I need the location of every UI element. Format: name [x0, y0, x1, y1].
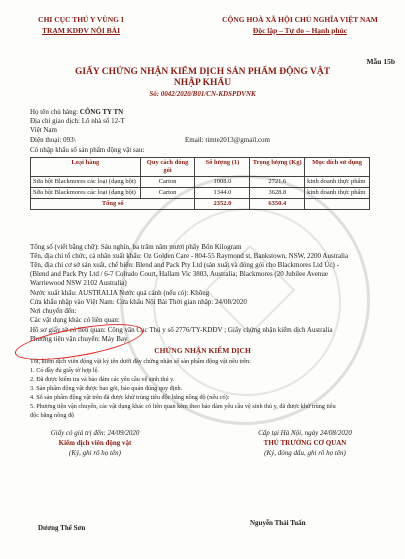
form-number: Mẫu 15b	[366, 57, 395, 66]
table-total-row	[31, 199, 370, 210]
cert-item: 2. Đã được kiểm tra và bảo đảm các yêu cầu vệ sinh thú y.	[30, 376, 175, 383]
owner-label: Họ tên chủ hàng:	[30, 108, 79, 116]
document-title: GIẤY CHỨNG NHẬN KIỂM DỊCH SẢN PHẨM ĐỘNG VẬT	[74, 67, 331, 77]
cell-weight: 3628.8	[250, 188, 305, 199]
cert-item: 5. Phương tiện vận chuyển, các vật dụng khác có liên quan kèm theo bảo đảm yêu cầu vệ sinh thú y, đã được khử trùng tiêu	[30, 403, 336, 410]
cert-intro: Tôi, kiểm dịch viên động vật ký tên dưới đây chứng nhận số sản phẩm động vật nêu trên:	[30, 358, 251, 365]
owner-line	[30, 108, 123, 117]
phone-line	[30, 136, 76, 145]
total-quantity: 2352.0	[195, 199, 250, 210]
national-line1: CỘNG HOÀ XÃ HỘI CHỦ NGHĨA VIỆT NAM	[222, 15, 378, 24]
cert-item: 4. Số sản phẩm động vật trên đã được khử trùng tiêu độc bằng nồng độ (nếu có):	[30, 394, 230, 401]
col-quantity: Số lượng (1)	[195, 158, 250, 177]
address-label: Địa chỉ giao dịch:	[30, 117, 80, 125]
cell-packing: Carton	[140, 177, 195, 188]
cell-weight: 2721.6	[250, 177, 305, 188]
email-line	[185, 136, 270, 145]
phone-label: Điện thoại:	[30, 136, 62, 144]
transport-line: Phương tiện vận chuyển: Máy Bay	[30, 335, 128, 343]
cell-packing: Carton	[140, 188, 195, 199]
head-role: THỦ TRƯỞNG CƠ QUAN	[263, 439, 347, 447]
country-line: Việt Nam	[30, 126, 57, 134]
table-header-row	[31, 158, 370, 177]
head-note: (Ký, đóng dấu, ghi rõ họ tên)	[264, 449, 346, 457]
exporter-line: Tên, địa chỉ tổ chức, cá nhân xuất khẩu: Oz Golden Care - 804-55 Raymond st, Bankstown, NSW, 2200 Australia	[30, 252, 349, 260]
inspector-name: Dương Thế Sơn	[38, 524, 86, 532]
import-intro: Có nhập khẩu số sản phẩm động vật sau:	[30, 146, 145, 154]
producer-line-3: Warriewood NSW 2102 Australia)	[30, 279, 127, 287]
phone-value: 093\	[63, 136, 76, 144]
entry-gate-line: Cửa khẩu nhập vào Việt Nam: Cửa khẩu Nội Bài Thời gian nhập: 24/08/2020	[30, 298, 247, 306]
inspector-role: Kiểm dịch viên động vật	[58, 439, 132, 447]
address-line	[30, 117, 125, 126]
col-purpose: Mục đích sử dụng	[305, 158, 370, 177]
issuer-header	[6, 14, 156, 36]
export-country-line: Nước xuất khẩu: AUSTRALIA Nước quá cảnh (nếu có): Không	[30, 289, 210, 297]
email-label: Email:	[185, 136, 204, 144]
issuer-line1: CHI CỤC THÚ Y VÙNG I	[38, 15, 124, 24]
right-signature-block	[220, 428, 390, 458]
total-empty	[305, 199, 370, 210]
cell-quantity: 1008.0	[195, 177, 250, 188]
cert-item: độc bằng nồng độ	[30, 412, 75, 419]
table-row	[31, 177, 370, 188]
national-header	[200, 14, 400, 36]
cell-goods: Sữa bột Blackmores các loại (dạng bột)	[31, 188, 141, 199]
email-value: timte2013@gmail.com	[205, 136, 270, 144]
col-goods-type: Loại hàng	[31, 158, 141, 177]
total-in-words: Tổng số (viết bằng chữ): Sáu nghìn, ba trăm năm mươi phẩy Bốn Kilogram	[30, 243, 242, 251]
cell-purpose: kinh doanh thực phẩm	[305, 177, 370, 188]
inspector-note: (Ký, ghi rõ họ tên)	[69, 449, 121, 457]
validity-date: Giấy có giá trị đến: 24/09/2020	[50, 429, 140, 437]
col-weight: Trọng lượng (Kg)	[250, 158, 305, 177]
issue-place-date: Cấp tại Hà Nội, ngày 24/08/2020	[258, 429, 352, 437]
cert-item: 3. Sản phẩm động vật được bao gói, bảo quản đúng quy định.	[30, 385, 183, 392]
national-motto: Độc lập – Tự do – Hạnh phúc	[252, 26, 348, 35]
owner-value: CÔNG TY TN	[79, 108, 124, 116]
documents-line: Hồ sơ giấy tờ có liên quan: Công văn Cục Thú y số 2776/TY-KDĐV ; Giấy chứng nhận kiểm dịch Australia	[30, 326, 333, 334]
table-row	[31, 188, 370, 199]
document-number: Số: 0042/2020/B01/CN-KDSPDVNK	[149, 90, 256, 98]
address-value: Lô nhà số 12-T	[81, 117, 125, 125]
related-items-line: Các vật dụng khác có liên quan:	[30, 316, 120, 324]
total-weight: 6350.4	[250, 199, 305, 210]
col-packing: Quy cách đóng gói	[140, 158, 195, 177]
cert-item: 1. Có đầy đủ giấy tờ hợp lệ.	[30, 367, 99, 374]
left-signature-block	[20, 428, 170, 458]
cell-quantity: 1344.0	[195, 188, 250, 199]
head-name: Nguyễn Thái Tuấn	[250, 519, 306, 527]
cell-goods: Sữa bột Blackmores các loại (dạng bột)	[31, 177, 141, 188]
goods-table	[30, 157, 370, 210]
destination-line: Nơi chuyển đến:	[30, 307, 77, 315]
cell-purpose: kinh doanh thực phẩm	[305, 188, 370, 199]
document-subtitle: NHẬP KHẨU	[173, 78, 232, 88]
total-label: Tổng số	[31, 199, 195, 210]
cert-section-title: CHỨNG NHẬN KIỂM DỊCH	[154, 346, 251, 355]
issuer-line2: TRẠM KDĐV NỘI BÀI	[42, 26, 120, 35]
producer-line-2: (Blend and Pack Pty Ltd / 6-7 Colrado Court, Hallam Vic 3803, Australia; Blackmores (20 Jubilee Avenue	[30, 270, 328, 278]
producer-line: Tên, địa chỉ cơ sở sản xuất, chế biến: Blend and Pack Pty Ltd (sản xuất và đóng gói cho Blackmores Ltd Úc) -	[30, 261, 339, 269]
